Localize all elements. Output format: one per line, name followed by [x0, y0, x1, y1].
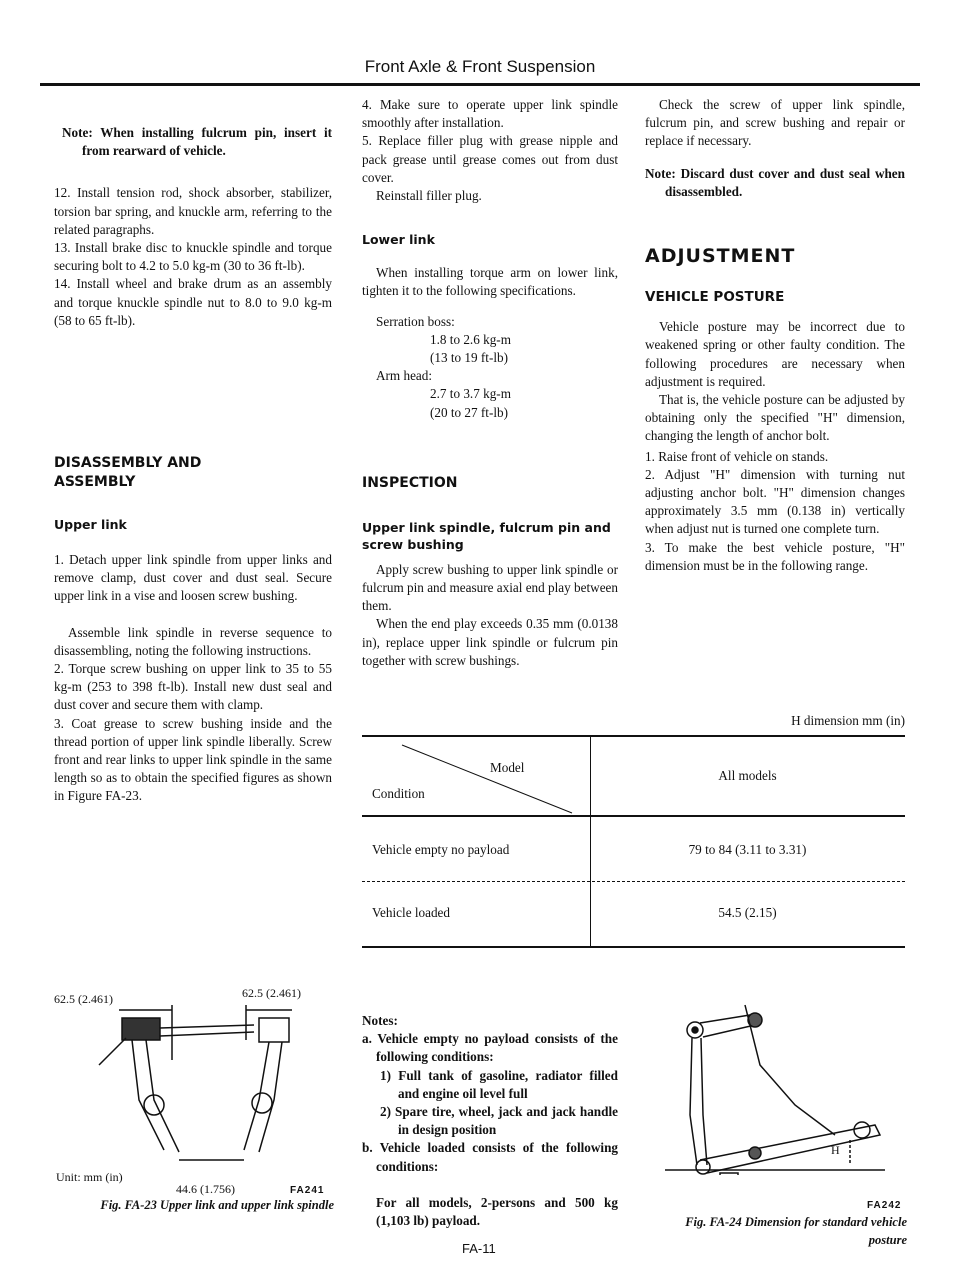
page-number: FA-11 — [462, 1241, 496, 1256]
spec-list — [362, 313, 618, 422]
discard-note: Note: Discard dust cover and dust seal when disassembled. — [645, 165, 905, 199]
subheading-lower-link: Lower link — [362, 232, 435, 248]
vehicle-posture-illustration — [645, 975, 907, 1175]
spec-label: Serration boss: — [376, 313, 455, 329]
step-12: 12. Install tension rod, shock absorber, stabilizer, torsion bar spring, and knuckle arm, referring to the related paragraphs. — [54, 185, 332, 237]
step-4: 4. Make sure to operate upper link spindle smoothly after installation. — [362, 97, 618, 131]
dim-bottom: 44.6 (1.756) — [176, 1182, 235, 1196]
column-2 — [362, 96, 618, 670]
h-label: H — [831, 1143, 840, 1157]
adjust-step-1: 1. Raise front of vehicle on stands. — [645, 448, 829, 464]
column-all-models: All models — [718, 768, 777, 783]
row-value: 79 to 84 (3.11 to 3.31) — [688, 842, 807, 857]
h-dimension-table — [362, 735, 905, 948]
install-note: Note: When installing fulcrum pin, insert it from rearward of vehicle. — [62, 125, 332, 159]
adjust-step-2: 2. Adjust "H" dimension with turning nut adjusting anchor bolt. "H" dimension changes approximately 3.5 mm (0.138 in) vertically when adjust nut is turned one complete turn. — [645, 466, 905, 537]
section-heading-inspection: INSPECTION — [362, 474, 458, 491]
spec-value: 1.8 to 2.6 kg-m — [430, 331, 511, 347]
subheading-spindle: Upper link spindle, fulcrum pin and screw bushing — [362, 519, 611, 552]
upper-link-illustration — [54, 990, 334, 1170]
header-rule — [40, 83, 920, 86]
inspection-text-1: Apply screw bushing to upper link spindle or fulcrum pin and measure axial end play between them. — [362, 561, 618, 614]
posture-text-2: That is, the vehicle posture can be adjusted by obtaining only the specified "H" dimension, changing the length of anchor bolt. — [645, 392, 905, 444]
row-condition: Vehicle empty no payload — [372, 842, 510, 857]
assemble-step-3: 3. Coat grease to screw bushing inside and the thread portion of upper link spindle liberally. Screw front and rear links to upper link spindle in the same length so as to obtain the specified figures as shown in Figure FA-23. — [54, 715, 332, 804]
step-13: 13. Install brake disc to knuckle spindle and torque securing bolt to 4.2 to 5.0 kg-m (30 to 36 ft-lb). — [54, 240, 332, 274]
reinstall-text: Reinstall filler plug. — [376, 188, 482, 204]
row-value: 54.5 (2.15) — [718, 905, 777, 920]
figure-caption: Fig. FA-24 Dimension for standard vehicle posture — [685, 1215, 907, 1248]
step-1: 1. Detach upper link spindle from upper links and remove clamp, dust cover and dust seal. Secure upper link in a vise and loosen screw bushing. — [54, 552, 332, 604]
table-title: H dimension mm (in) — [791, 713, 905, 728]
subheading-vehicle-posture: VEHICLE POSTURE — [645, 289, 785, 306]
corner-model: Model — [490, 760, 525, 775]
dim-right: 62.5 (2.461) — [242, 986, 301, 1000]
unit-label: Unit: mm (in) — [56, 1170, 123, 1184]
adjust-step-3: 3. To make the best vehicle posture, "H" dimension must be in the following range. — [645, 539, 905, 573]
figure-fa23 — [54, 986, 334, 1230]
table-corner-diagonal — [362, 737, 590, 815]
figure-fa24 — [645, 975, 907, 1248]
spec-value: 2.7 to 3.7 kg-m — [430, 386, 511, 402]
spec-value-ftlb: (20 to 27 ft-lb) — [430, 404, 509, 420]
corner-condition: Condition — [372, 786, 425, 801]
column-3 — [645, 96, 905, 575]
figure-code: FA241 — [290, 1185, 325, 1196]
inspection-text-2: When the end play exceeds 0.35 mm (0.0138 in), replace upper link spindle or fulcrum pin together with screw bushings. — [362, 616, 618, 668]
dim-left: 62.5 (2.461) — [54, 992, 113, 1006]
table-row — [362, 882, 905, 948]
step-14: 14. Install wheel and brake drum as an assembly and torque knuckle spindle nut to 8.0 to 9.0 kg-m (58 to 65 ft-lb). — [54, 276, 332, 328]
step-5: 5. Replace filler plug with grease nipple and pack grease until grease comes out from dust cover. — [362, 133, 618, 185]
section-heading-disassembly: DISASSEMBLY AND ASSEMBLY — [54, 455, 202, 491]
assemble-intro: Assemble link spindle in reverse sequence to disassembling, noting the following instructions. — [54, 624, 332, 658]
table-row — [362, 817, 905, 882]
lower-link-text: When installing torque arm on lower link, tighten it to the following specifications. — [362, 265, 618, 299]
assemble-step-2: 2. Torque screw bushing on upper link to 35 to 55 kg-m (253 to 398 ft-lb). Install new dust seal and dust cover and secure them with clamp. — [54, 661, 332, 713]
check-text: Check the screw of upper link spindle, fulcrum pin, and screw bushing and repair or replace if necessary. — [645, 97, 905, 149]
column-1 — [54, 124, 332, 806]
notes-block — [362, 1012, 618, 1230]
notes-title: Notes: — [362, 1013, 398, 1028]
note-a2: 2) Spare tire, wheel, jack and jack handle in design position — [380, 1104, 618, 1138]
note-a: a. Vehicle empty no payload consists of the following conditions: — [362, 1031, 618, 1065]
section-heading-adjustment: ADJUSTMENT — [645, 245, 796, 268]
figure-caption: Fig. FA-23 Upper link and upper link spindle — [100, 1198, 334, 1212]
posture-text-1: Vehicle posture may be incorrect due to weakened spring or other faulty condition. The following procedures are necessary when adjustment is required. — [645, 319, 905, 389]
note-b-text: For all models, 2-persons and 500 kg (1,103 lb) payload. — [376, 1194, 618, 1229]
spec-value-ftlb: (13 to 19 ft-lb) — [430, 350, 509, 366]
note-b: b. Vehicle loaded consists of the following conditions: — [362, 1140, 618, 1174]
page-header: Front Axle & Front Suspension — [364, 57, 596, 76]
subheading-upper-link: Upper link — [54, 517, 127, 533]
note-a1: 1) Full tank of gasoline, radiator filled and engine oil level full — [380, 1067, 618, 1101]
figure-code: FA242 — [867, 1200, 902, 1211]
row-condition: Vehicle loaded — [372, 905, 450, 920]
spec-label: Arm head: — [376, 368, 433, 384]
